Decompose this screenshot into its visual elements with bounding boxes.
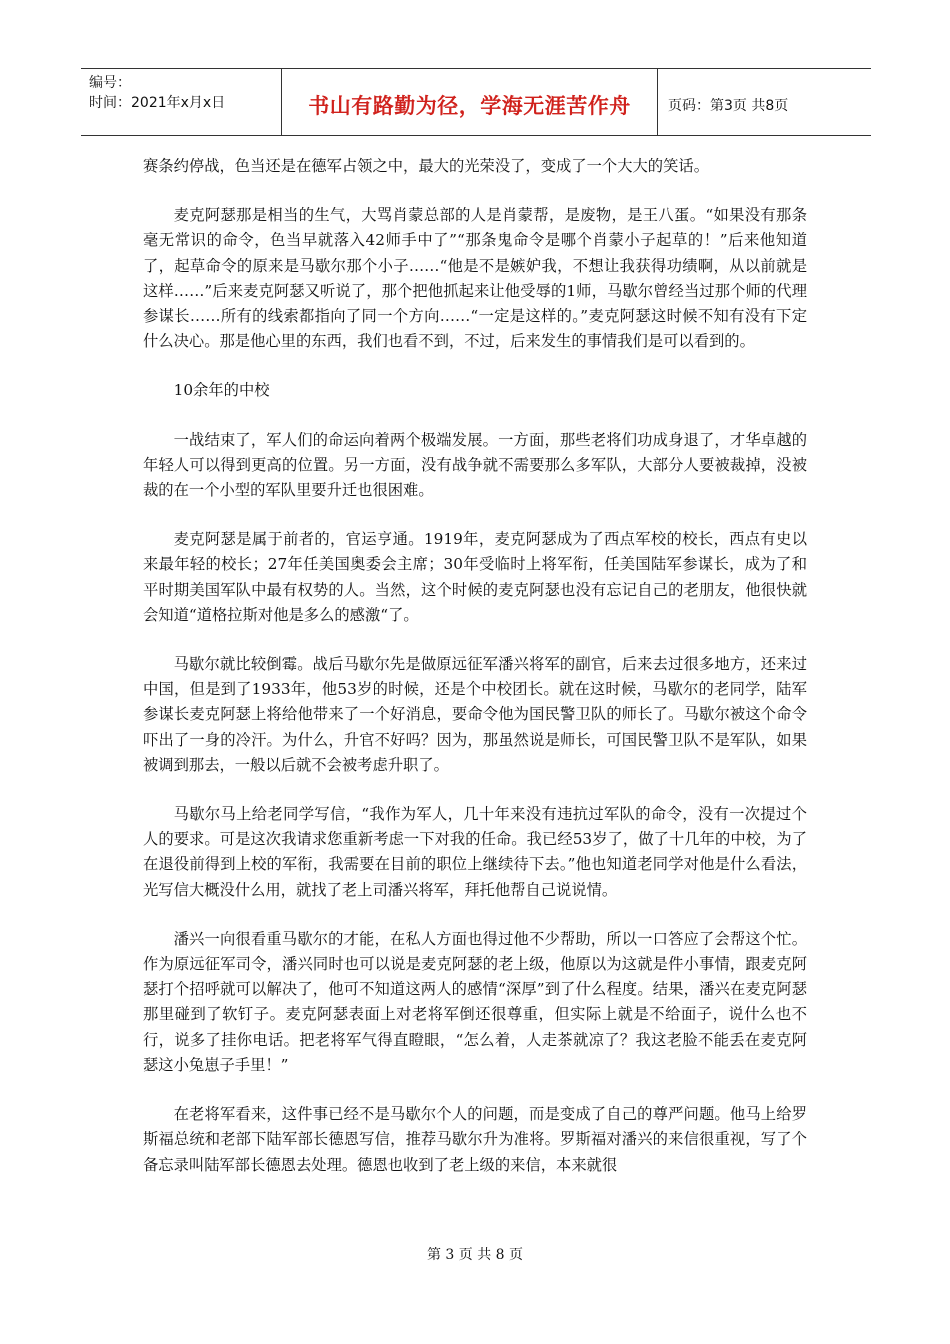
section-heading: 10余年的中校 xyxy=(173,381,270,400)
paragraph-continuation: 赛条约停战，色当还是在德军占领之中，最大的光荣没了，变成了一个大大的笑话。 xyxy=(143,157,709,175)
paragraph: 潘兴一向很看重马歇尔的才能，在私人方面也得过他不少帮助，所以一口答应了会帮这个忙。作为原远征军司令，潘兴同时也可以说是麦克阿瑟的老上级，他原以为这就是件小事情，跟麦克阿瑟打个招呼就可以解决了，他可不知道这两人的感情“深厚”到了什么程度。结果，潘兴在麦克阿瑟那里碰到了软钉子。麦克阿瑟表面上对老将军倒还很尊重，但实际上就是不给面子，说什么也不行，说多了挂你电话。把老将军气得直瞪眼，“怎么着，人走茶就凉了？我这老脸不能丢在麦克阿瑟这小兔崽子手里！” xyxy=(143,929,807,1074)
paragraph: 马歇尔就比较倒霉。战后马歇尔先是做原远征军潘兴将军的副官，后来去过很多地方，还来过中国，但是到了1933年，他53岁的时候，还是个中校团长。就在这时候，马歇尔的老同学，陆军参谋长麦克阿瑟上将给他带来了一个好消息，要命令他为国民警卫队的师长了。马歇尔被这个命令吓出了一身的冷汗。为什么，升官不好吗？因为，那虽然说是师长，可国民警卫队不是军队，如果被调到那去，一般以后就不会被考虑升职了。 xyxy=(143,655,807,774)
paragraph: 在老将军看来，这件事已经不是马歇尔个人的问题，而是变成了自己的尊严问题。他马上给罗斯福总统和老部下陆军部长德恩写信，推荐马歇尔升为准将。罗斯福对潘兴的来信很重视，写了个备忘录叫陆军部长德恩去处理。德恩也收到了老上级的来信，本来就很 xyxy=(143,1105,807,1174)
paragraph: 马歇尔马上给老同学写信，“我作为军人，几十年来没有违抗过军队的命令，没有一次提过个人的要求。可是这次我请求您重新考虑一下对我的任命。我已经53岁了，做了十几年的中校，为了在退役前得到上校的军衔，我需要在目前的职位上继续待下去。”他也知道老同学对他是什么看法，光写信大概没什么用，就找了老上司潘兴将军，拜托他帮自己说说情。 xyxy=(143,805,807,899)
header-page-number: 页码：第3页 共8页 xyxy=(668,98,789,114)
page-header xyxy=(81,68,871,136)
document-date: 时间：2021年x月x日 xyxy=(89,95,226,111)
document-number-label: 编号： xyxy=(89,75,131,91)
paragraph: 麦克阿瑟那是相当的生气，大骂肖蒙总部的人是肖蒙帮，是废物，是王八蛋。“如果没有那条毫无常识的命令，色当早就落入42师手中了”“那条鬼命令是哪个肖蒙小子起草的！”后来他知道了，起草命令的原来是马歇尔那个小子……“他是不是嫉妒我，不想让我获得功绩啊，从以前就是这样……”后来麦克阿瑟又听说了，那个把他抓起来让他受辱的1师，马歇尔曾经当过那个师的代理参谋长……所有的线索都指向了同一个方向……“一定是这样的。”麦克阿瑟这时候不知有没有下定什么决心。那是他心里的东西，我们也看不到，不过，后来发生的事情我们是可以看到的。 xyxy=(143,206,807,351)
document-body xyxy=(143,154,807,1202)
paragraph: 一战结束了，军人们的命运向着两个极端发展。一方面，那些老将们功成身退了，才华卓越的年轻人可以得到更高的位置。另一方面，没有战争就不需要那么多军队，大部分人要被裁掉，没被裁的在一个小型的军队里要升迁也很困难。 xyxy=(143,430,807,500)
page-footer: 第 3 页 共 8 页 xyxy=(426,1247,524,1263)
header-meta xyxy=(81,69,282,135)
header-motto: 书山有路勤为径，学海无涯苦作舟 xyxy=(282,69,658,135)
paragraph: 麦克阿瑟是属于前者的，官运亨通。1919年，麦克阿瑟成为了西点军校的校长，西点有史以来最年轻的校长；27年任美国奥委会主席；30年受临时上将军衔，任美国陆军参谋长，成为了和平时期美国军队中最有权势的人。当然，这个时候的麦克阿瑟也没有忘记自己的老朋友，他很快就会知道“道格拉斯对他是多么的感激“了。 xyxy=(143,530,807,624)
